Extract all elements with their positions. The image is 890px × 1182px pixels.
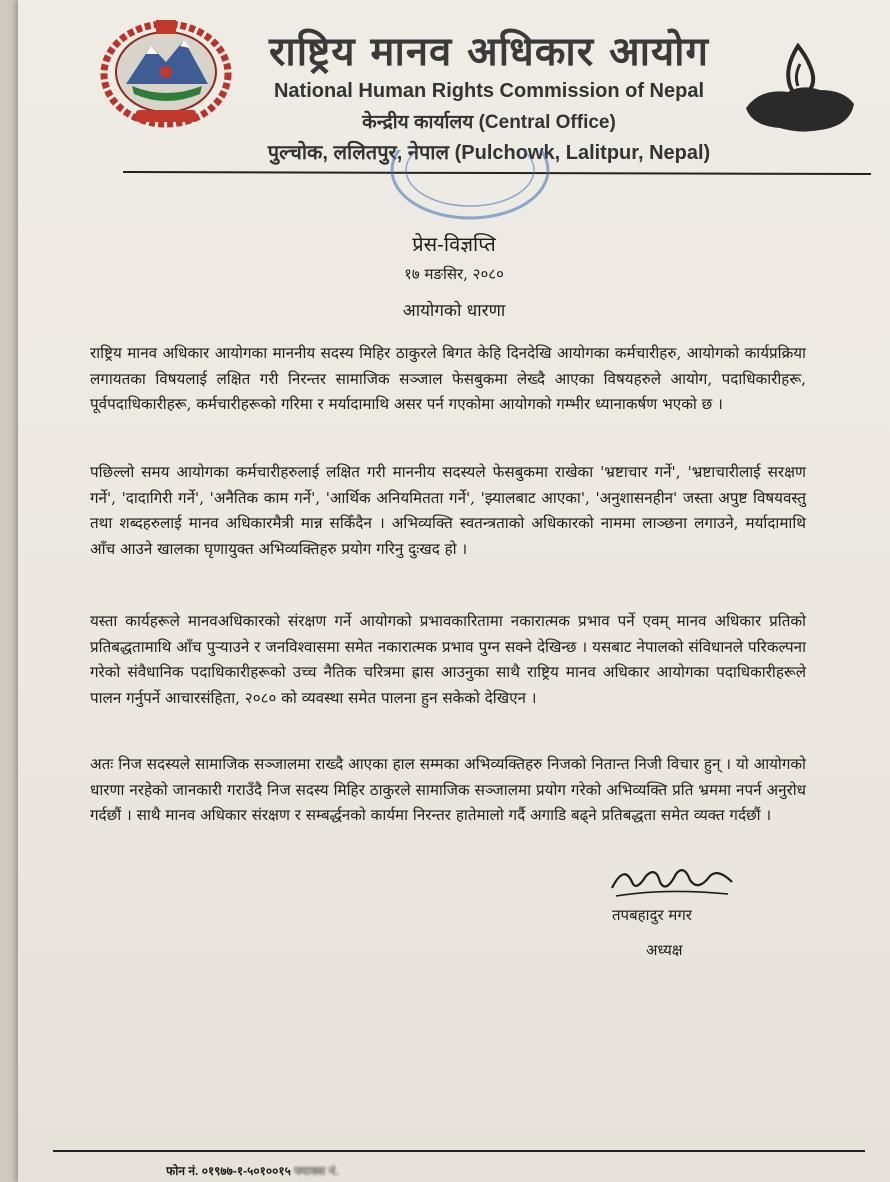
office-name: केन्द्रीय कार्यालय (Central Office) bbox=[362, 112, 616, 133]
org-name-english: National Human Rights Commission of Nepal bbox=[273, 80, 705, 102]
phone-label: फोन नं. bbox=[166, 1164, 199, 1178]
nhrc-logo-icon bbox=[740, 38, 860, 138]
office-stamp-icon bbox=[380, 150, 560, 228]
footer-contact bbox=[166, 1162, 866, 1182]
footer-divider bbox=[53, 1150, 865, 1152]
paragraph-1: राष्ट्रिय मानव अधिकार आयोगका माननीय सदस्य मिहिर ठाकुरले बिगत केहि दिनदेखि आयोगका कर्मचारीहरु, आयोगको कार्यप्रक्रिया लगायतका विषयलाई लक्षित गरी निरन्तर सामाजिक सञ्जाल फेसबुकमा लेख्दै आएका विषयहरुले आयोग, पदाधिकारीहरू, पूर्वपदाधिकारीहरू, कर्मचारीहरूको गरिमा र मर्यादामाथि असर पर्न गएकोमा आयोगको गम्भीर ध्यानाकर्षण भएको छ । bbox=[90, 344, 806, 414]
nepal-emblem-icon bbox=[96, 14, 236, 132]
paragraph-3: यस्ता कार्यहरूले मानवअधिकारको संरक्षण गर्ने आयोगको प्रभावकारितामा नकारात्मक प्रभाव पर्ने एवम् मानव अधिकार प्रतिको प्रतिबद्धतामाथि आँच पुऱ्याउने र जनविश्वासमा समेत नकारात्मक प्रभाव पुग्न सक्ने देखिन्छ । यसबाट नेपालको संविधानले परिकल्पना गरेको संवैधानिक पदाधिकारीहरूको उच्च नैतिक चरित्रमा ह्रास आउनुका साथै राष्ट्रिय मानव अधिकार आयोगका पदाधिकारीहरूले पालन गर्नुपर्ने आचारसंहिता, २०८० को व्यवस्था समेत पालना हुन सकेको देखिएन । bbox=[90, 612, 806, 707]
paragraph-4: अतः निज सदस्यले सामाजिक सञ्जालमा राख्दै आएका हाल सम्मका अभिव्यक्तिहरु निजको नितान्त निजी विचार हुन् । यो आयोगको धारणा नरहेको जानकारी गराउँदै निज सदस्य मिहिर ठाकुरले सामाजिक सञ्जालमा प्रयोग गरेको अभिव्यक्ति प्रति भ्रममा नपर्न अनुरोध गर्दछौं । साथै मानव अधिकार संरक्षण र सम्बर्द्धनको कार्यमा निरन्तर हातेमालो गर्दै अगाडि बढ्ने प्रतिबद्धता समेत व्यक्त गर्दछौं । bbox=[90, 755, 806, 825]
office-address: पुल्चोक, ललितपुर, नेपाल (Pulchowk, Lalitpur, Nepal) bbox=[267, 142, 711, 164]
fax-label: फ्याक्स नं. bbox=[294, 1164, 339, 1178]
org-name-nepali: राष्ट्रिय मानव अधिकार आयोग bbox=[268, 28, 710, 75]
paragraph-2: पछिल्लो समय आयोगका कर्मचारीहरुलाई लक्षित गरी माननीय सदस्यले फेसबुकमा राखेका 'भ्रष्टाचार गर्ने', 'भ्रष्टाचारीलाई सरक्षण गर्ने', 'दादागिरी गर्ने', 'अनैतिक काम गर्ने', 'आर्थिक अनियमितता गर्ने', 'झ्यालबाट आएका', 'अनुशासनहीन' जस्ता अपुष्ट विषयवस्तु तथा शब्दहरुलाई मानव अधिकारमैत्री मान्न सकिँदैन । अभिव्यक्ति स्वतन्त्रताको अधिकारको नाममा लाञ्छना लगाउने, मर्यादामाथि आँच आउने खालका घृणायुक्त अभिव्यक्तिहरु प्रयोग गरिनु दुःखद हो । bbox=[90, 463, 806, 558]
phone-value: ०१९७७-१-५०१००१५ bbox=[201, 1164, 291, 1178]
handwritten-signature bbox=[606, 858, 736, 904]
signer-title: अध्यक्ष bbox=[646, 941, 683, 959]
document-title: प्रेस-विज्ञप्ति bbox=[412, 232, 496, 256]
letter-page bbox=[18, 0, 890, 1182]
document-date: १७ मङसिर, २०८० bbox=[404, 265, 504, 283]
document-subject: आयोगको धारणा bbox=[402, 301, 506, 321]
signer-name: तपबहादुर मगर bbox=[612, 906, 692, 924]
